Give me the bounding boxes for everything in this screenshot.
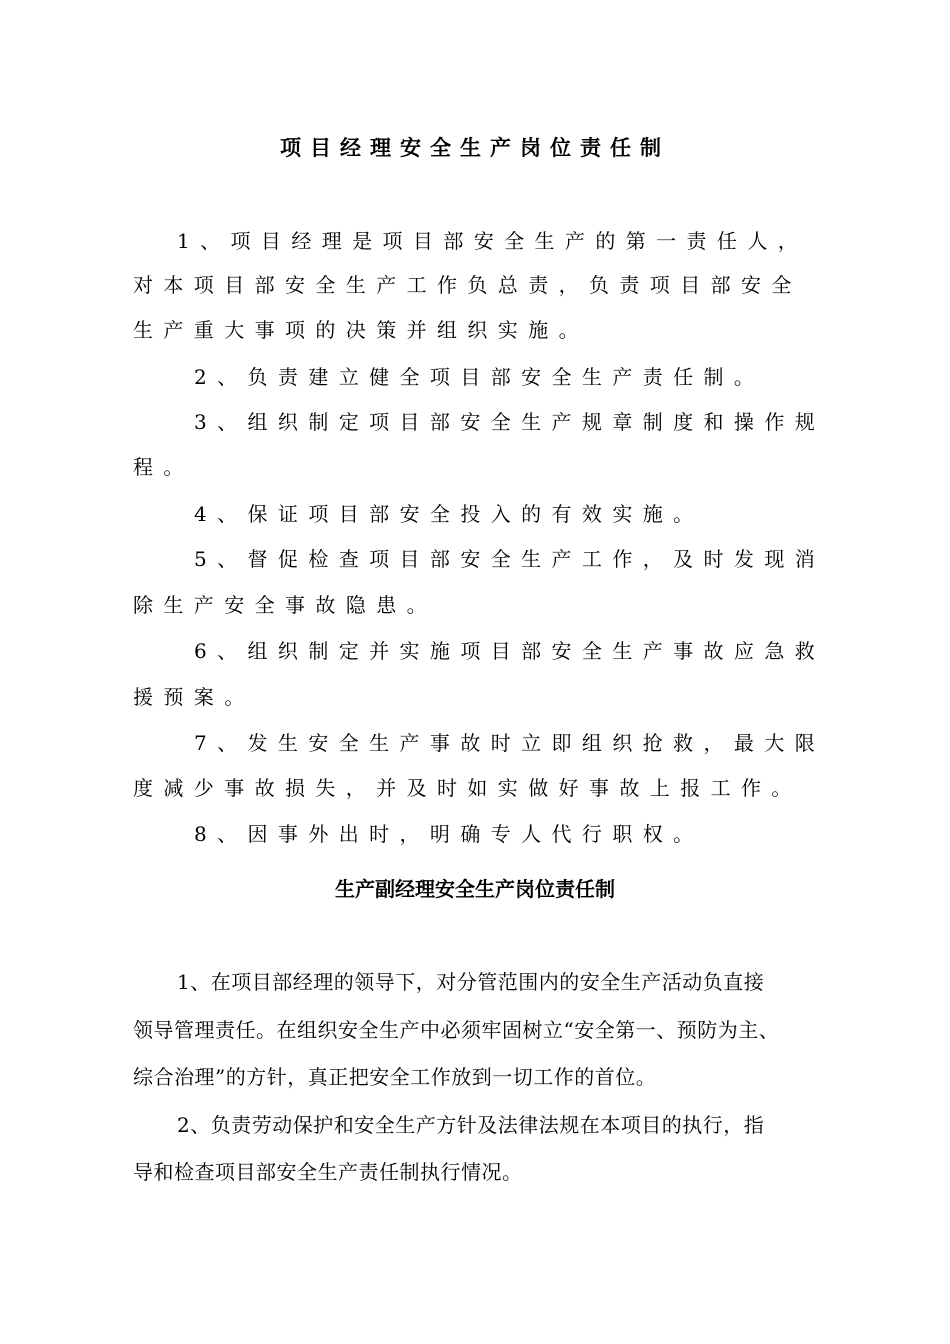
paragraph-line: 度减少事故损失，并及时如实做好事故上报工作。: [133, 776, 802, 800]
paragraph-line: 1、项目经理是项目部安全生产的第一责任人，: [177, 229, 809, 253]
paragraph-line: 7、发生安全生产事故时立即组织抢救，最大限: [194, 731, 826, 755]
paragraph-line: 1、在项目部经理的领导下，对分管范围内的安全生产活动负直接: [177, 970, 765, 994]
paragraph-line: 程。: [133, 455, 194, 479]
paragraph-line: 8、因事外出时，明确专人代行职权。: [194, 822, 704, 846]
paragraph-line: 领导管理责任。在组织安全生产中必须牢固树立“安全第一、预防为主、: [133, 1018, 780, 1042]
section-1-title: 项目经理安全生产岗位责任制: [280, 136, 670, 160]
paragraph-line: 综合治理”的方针，真正把安全工作放到一切工作的首位。: [133, 1065, 657, 1089]
paragraph-line: 导和检查项目部安全生产责任制执行情况。: [133, 1160, 523, 1184]
paragraph-line: 6、组织制定并实施项目部安全生产事故应急救: [194, 639, 826, 663]
paragraph-line: 援预案。: [133, 685, 255, 709]
paragraph-line: 5、督促检查项目部安全生产工作，及时发现消: [194, 547, 826, 571]
paragraph-line: 对本项目部安全生产工作负总责，负责项目部安全: [133, 273, 802, 297]
paragraph-line: 2、负责建立健全项目部安全生产责任制。: [194, 365, 765, 389]
paragraph-line: 3、组织制定项目部安全生产规章制度和操作规: [194, 410, 826, 434]
paragraph-line: 4、保证项目部安全投入的有效实施。: [194, 502, 704, 526]
section-2-title: 生产副经理安全生产岗位责任制: [335, 877, 615, 901]
paragraph-line: 2、负责劳动保护和安全生产方针及法律法规在本项目的执行，指: [177, 1113, 765, 1137]
paragraph-line: 除生产安全事故隐患。: [133, 593, 437, 617]
paragraph-line: 生产重大事项的决策并组织实施。: [133, 318, 589, 342]
